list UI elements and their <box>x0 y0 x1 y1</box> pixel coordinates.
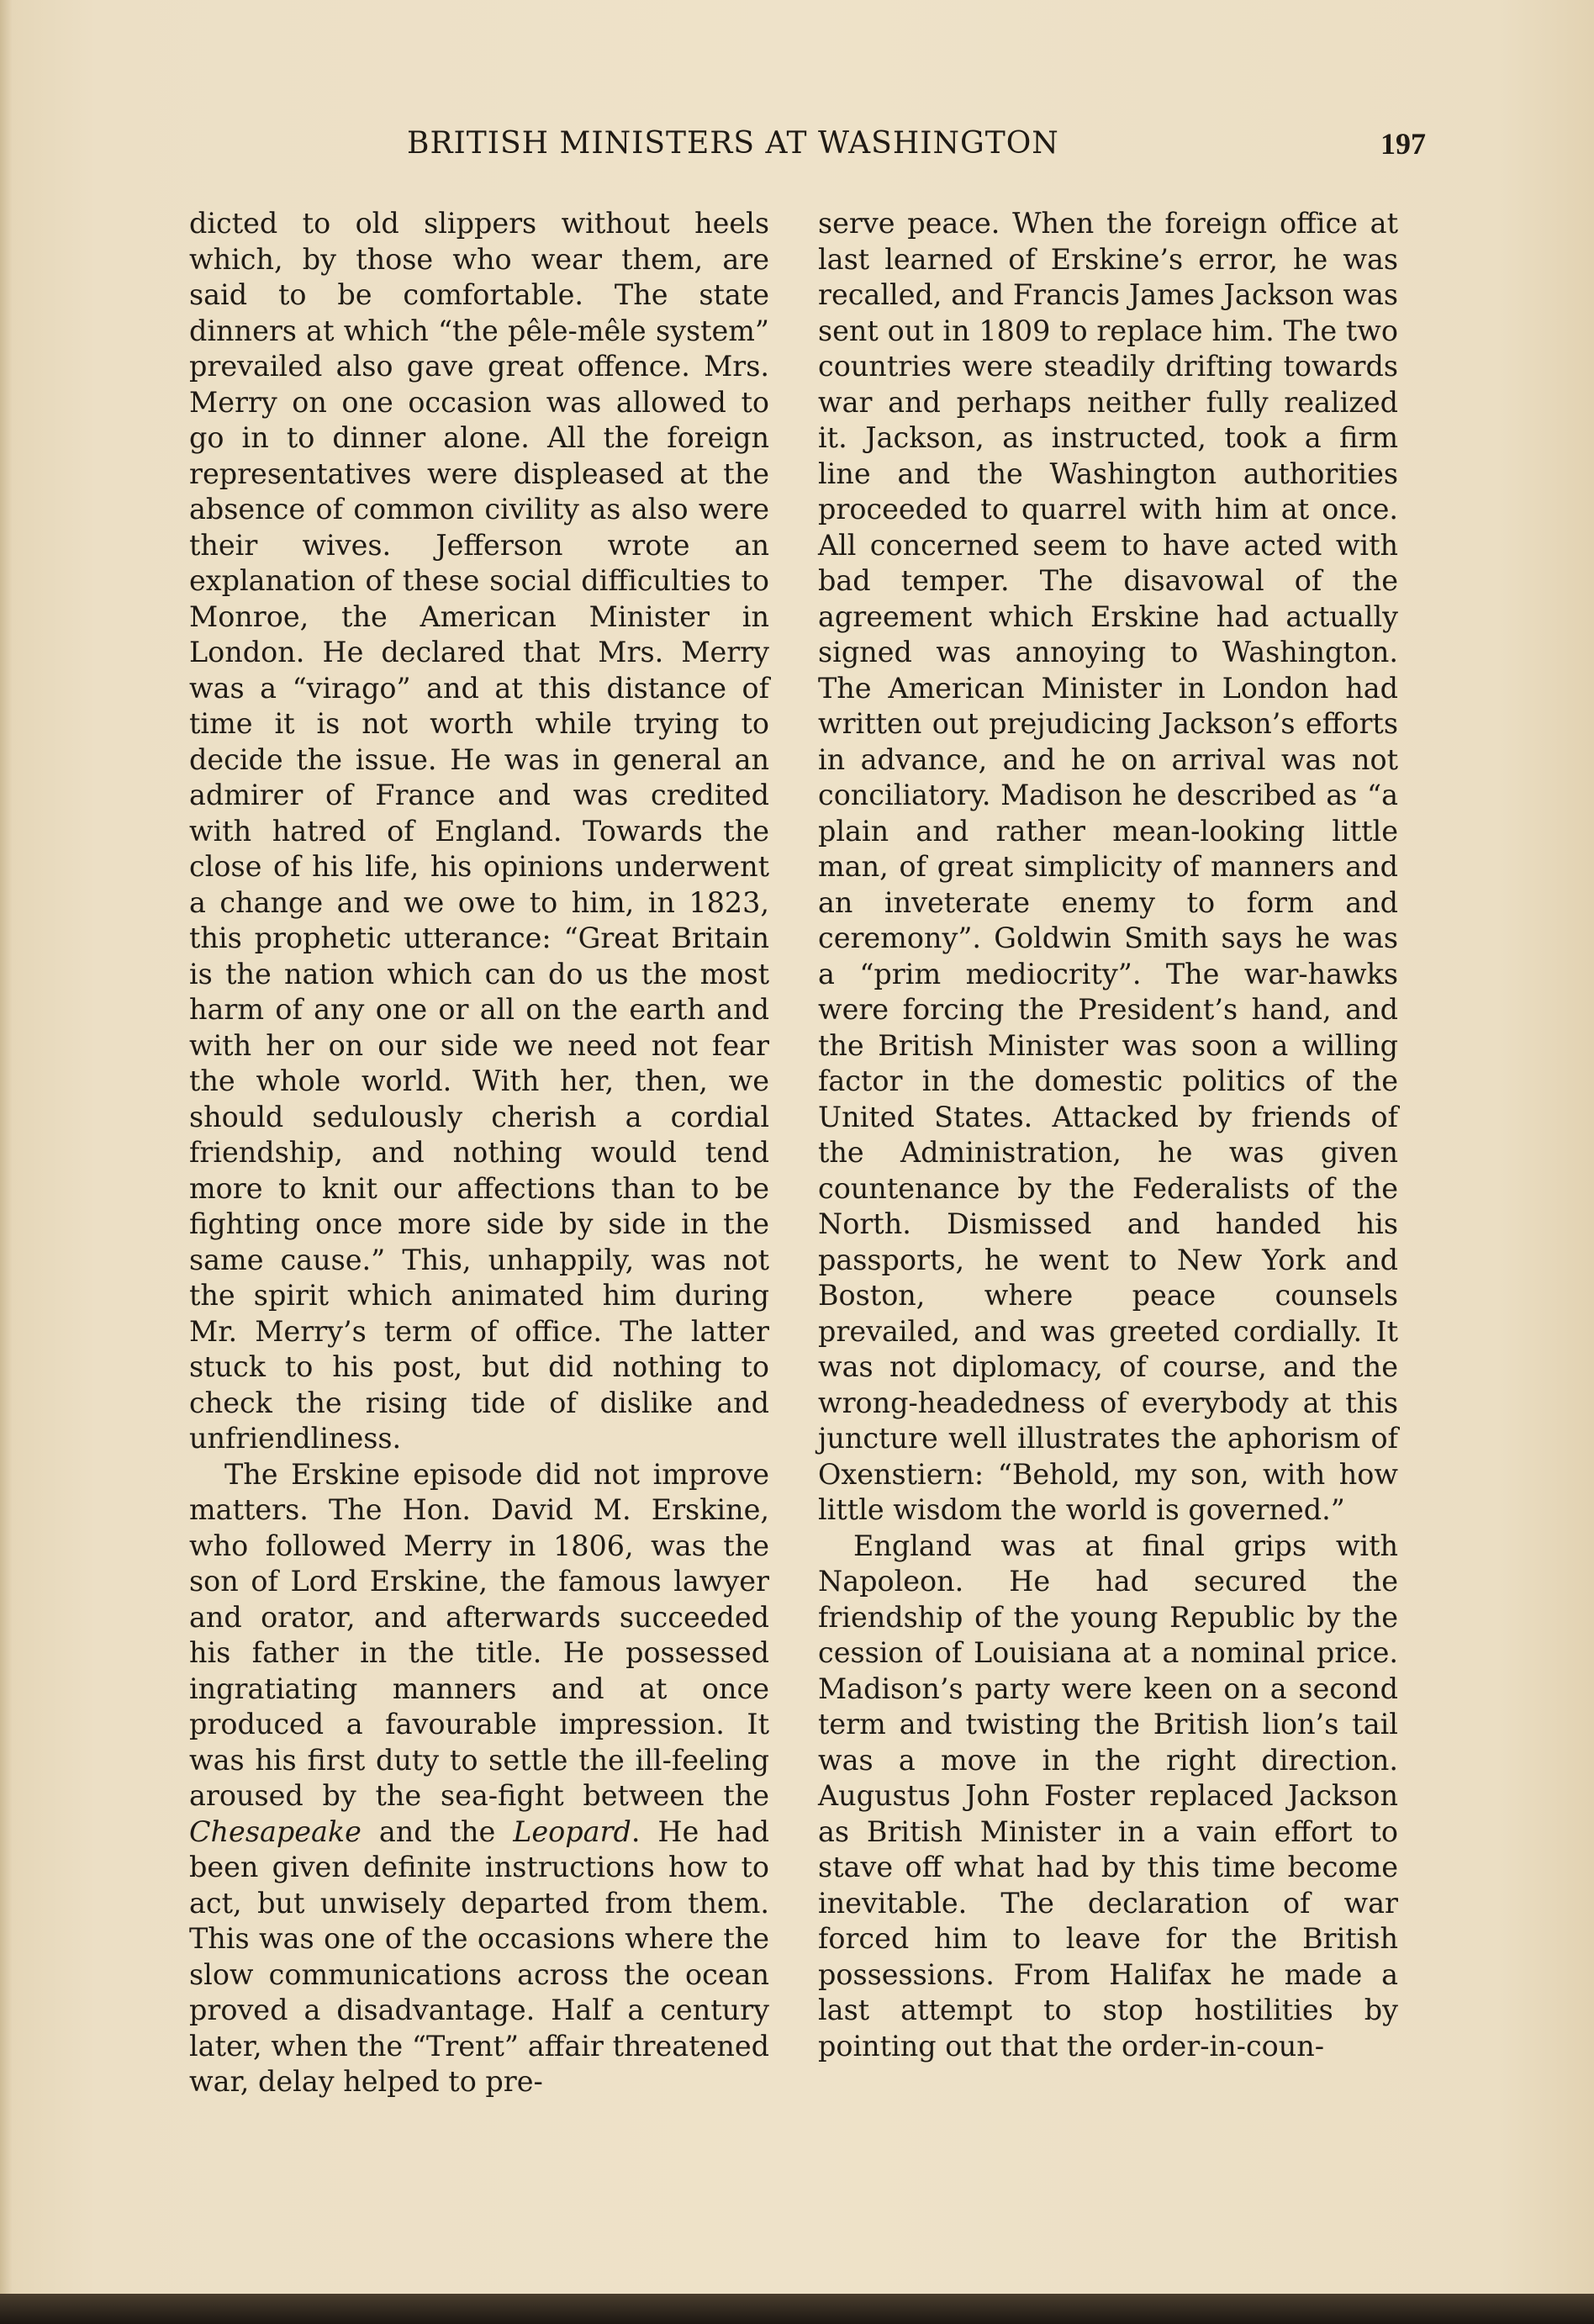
paragraph-text: The Erskine episode did not improve matters. The Hon. David M. Erskine, who followed Merry in 1806, was the son of Lord Erskine, the famous lawyer and orator, and afterwards succeeded his father in the title. He possessed ingratiating manners and at once produced a favourable impression. It was his first duty to settle the ill-feeling aroused by the sea-fight between the <box>189 1457 769 1812</box>
page-header <box>187 126 1426 177</box>
page-bottom-edge <box>0 2294 1594 2324</box>
page-number: 197 <box>1380 127 1426 161</box>
paragraph <box>818 206 1398 1529</box>
paragraph-text: England was at final grips with Napoleon. He had secured the friendship of the young Republic by the cession of Louisiana at a nominal price. Madison’s party were keen on a second term and twisting the British lion’s tail was a move in the right direction. Augustus John Foster replaced Jackson as British Minister in a vain effort to stave off what had by this time become inevitable. The declaration of war forced him to leave for the British possessions. From Halifax he made a last attempt to stop hostilities by pointing out that the order-in-coun- <box>818 1529 1398 2063</box>
ship-name-leopard: Leopard <box>513 1814 631 1848</box>
paragraph-text: dicted to old slippers without heels which, by those who wear them, are said to be comfortable. The state dinners at which “the pêle-mêle system” prevailed also gave great offence. Mrs. Merry on one occasion was allowed to go in to dinner alone. All the foreign representatives were displeased at the absence of common civility as also were their wives. Jefferson wrote an explanation of these social difficulties to Monroe, the American Minister in London. He declared that Mrs. Merry was a “virago” and at this distance of time it is not worth while trying to decide the issue. He was in general an admirer of France and was credited with hatred of England. Towards the close of his life, his opinions underwent a change and we owe to him, in 1823, this prophetic utterance: “Great Britain is the nation which can do us the most harm of any one or all on the earth and with her on our side we need not fear the whole world. With her, then, we should sedulously cherish a cordial friendship, and nothing would tend more to knit our affections than to be fighting once more side by side in the same cause.” This, unhappily, was not the spirit which animated him during Mr. Merry’s term of office. The latter stuck to his post, but did nothing to check the rising tide of dislike and unfriendliness. <box>189 207 769 1455</box>
paragraph <box>818 1529 1398 2065</box>
right-column <box>818 206 1398 2064</box>
page-binding-shadow <box>0 0 12 2294</box>
running-head: BRITISH MINISTERS AT WASHINGTON <box>407 126 1059 161</box>
paragraph-text: serve peace. When the foreign office at last learned of Erskine’s error, he was recalled, and Francis James Jackson was sent out in 1809 to replace him. The two countries were steadily drifting towards war and perhaps neither fully realized it. Jackson, as instructed, took a firm line and the Washington authorities proceeded to quarrel with him at once. All concerned seem to have acted with bad temper. The disavowal of the agreement which Erskine had actually signed was annoying to Washington. The American Minister in London had written out prejudicing Jackson’s efforts in advance, and he on arrival was not conciliatory. Madison he described as “a plain and rather mean-looking little man, of great simplicity of manners and an inveterate enemy to form and ceremony”. Goldwin Smith says he was a “prim mediocrity”. The war-hawks were forcing the President’s hand, and the British Minister was soon a willing factor in the domestic politics of the United States. Attacked by friends of the Administration, he was given countenance by the Federalists of the North. Dismissed and handed his passports, he went to New York and Boston, where peace counsels prevailed, and was greeted cordially. It was not diplomacy, of course, and the wrong-headedness of everybody at this juncture well illustrates the aphorism of Oxenstiern: “Behold, my son, with how little wisdom the world is governed.” <box>818 207 1398 1526</box>
paragraph <box>189 1457 769 2100</box>
paragraph <box>189 206 769 1457</box>
left-column <box>189 206 769 2100</box>
paragraph-text: and the <box>361 1814 514 1848</box>
paragraph-text: . He had been given definite instructions how to act, but unwisely departed from them. This was one of the occasions where the slow communications across the ocean proved a disadvantage. Half a century later, when the “Trent” affair threatened war, delay helped to pre- <box>189 1814 769 2098</box>
ship-name-chesapeake: Chesapeake <box>189 1814 362 1848</box>
